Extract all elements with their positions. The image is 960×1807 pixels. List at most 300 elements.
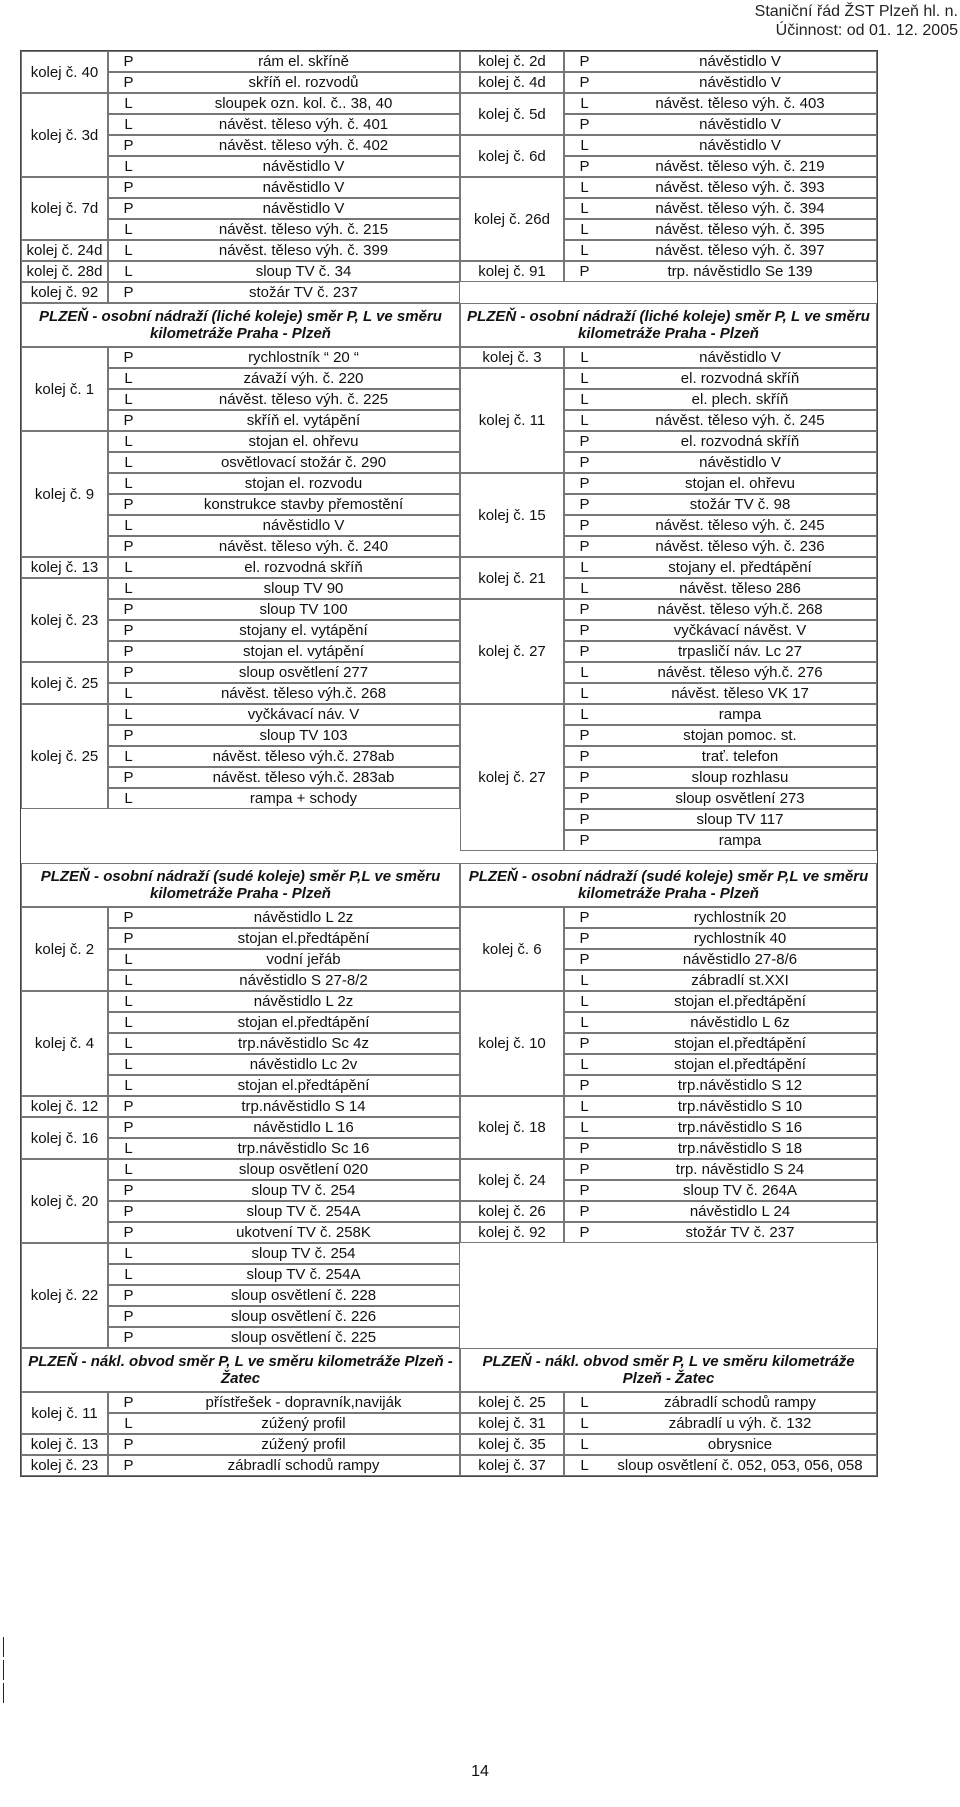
object-description: trp.návěstidlo S 10 — [604, 1096, 877, 1117]
table-row — [21, 1306, 877, 1327]
side-code: P — [108, 198, 148, 219]
object-description: sloup TV 117 — [604, 809, 877, 830]
object-description: rampa — [604, 830, 877, 851]
track-label: kolej č. 2 — [21, 907, 108, 991]
side-code: L — [108, 93, 148, 114]
side-code: P — [564, 746, 604, 767]
object-description: sloup TV č. 254A — [148, 1201, 460, 1222]
table-row — [21, 1201, 877, 1222]
object-description: návěstidlo 27-8/6 — [604, 949, 877, 970]
table-row — [21, 1138, 877, 1159]
object-description: sloup TV č. 254 — [148, 1243, 460, 1264]
table-row — [21, 198, 877, 219]
side-code: L — [108, 578, 148, 599]
object-description: stojan el.předtápění — [148, 1012, 460, 1033]
object-description: sloup TV 100 — [148, 599, 460, 620]
object-description: zúžený profil — [148, 1413, 460, 1434]
side-code: P — [564, 809, 604, 830]
object-description: návěst. těleso výh. č. 225 — [148, 389, 460, 410]
object-description: stojan el. ohřevu — [148, 431, 460, 452]
table-row — [21, 473, 877, 494]
table-row — [21, 704, 877, 725]
object-description: skříň el. rozvodů — [148, 72, 460, 93]
track-label: kolej č. 6 — [460, 907, 564, 991]
side-code: L — [108, 368, 148, 389]
section-title-right: PLZEŇ - nákl. obvod směr P, L ve směru kilometráže Plzeň - Žatec — [460, 1348, 877, 1392]
object-description: trp. návěstidlo S 24 — [604, 1159, 877, 1180]
table-row — [21, 970, 877, 991]
side-code: P — [108, 1455, 148, 1476]
object-description: stojany el. předtápění — [604, 557, 877, 578]
spacer-row — [21, 851, 877, 863]
side-code: P — [564, 1201, 604, 1222]
side-code: P — [564, 830, 604, 851]
section-title-row — [21, 1348, 877, 1392]
track-label: kolej č. 92 — [460, 1222, 564, 1243]
side-code: P — [108, 641, 148, 662]
table-row — [21, 683, 877, 704]
side-code: P — [108, 72, 148, 93]
side-code: P — [564, 907, 604, 928]
side-code: L — [564, 970, 604, 991]
object-description: zúžený profil — [148, 1434, 460, 1455]
side-code: L — [108, 683, 148, 704]
object-description: stojan el. vytápění — [148, 641, 460, 662]
object-description: návěstidlo V — [604, 72, 877, 93]
object-description: stojan el.předtápění — [604, 1054, 877, 1075]
side-code: P — [108, 410, 148, 431]
side-code: P — [564, 536, 604, 557]
object-description: el. rozvodná skříň — [604, 368, 877, 389]
object-description: návěst. těleso výh.č. 283ab — [148, 767, 460, 788]
track-objects-table-frame — [20, 50, 878, 1477]
empty-cell — [460, 282, 877, 303]
side-code: P — [108, 1201, 148, 1222]
side-code: P — [564, 156, 604, 177]
object-description: stojan el. ohřevu — [604, 473, 877, 494]
track-label: kolej č. 7d — [21, 177, 108, 240]
side-code: L — [108, 1264, 148, 1285]
side-code: P — [564, 1159, 604, 1180]
object-description: rampa + schody — [148, 788, 460, 809]
object-description: sloupek ozn. kol. č.. 38, 40 — [148, 93, 460, 114]
side-code: P — [564, 114, 604, 135]
empty-cell — [460, 1327, 877, 1348]
side-code: P — [564, 1033, 604, 1054]
object-description: návěstidlo V — [148, 156, 460, 177]
side-code: L — [564, 578, 604, 599]
section-title-left: PLZEŇ - osobní nádraží (liché koleje) směr P, L ve směru kilometráže Praha - Plzeň — [21, 303, 460, 347]
table-row — [21, 641, 877, 662]
side-code: L — [108, 704, 148, 725]
object-description: sloup osvětlení 273 — [604, 788, 877, 809]
table-row — [21, 410, 877, 431]
section-title-left: PLZEŇ - nákl. obvod směr P, L ve směru kilometráže Plzeň - Žatec — [21, 1348, 460, 1392]
object-description: sloup osvětlení č. 225 — [148, 1327, 460, 1348]
section-title-row — [21, 303, 877, 347]
section-title-right: PLZEŇ - osobní nádraží (sudé koleje) směr P,L ve směru kilometráže Praha - Plzeň — [460, 863, 877, 907]
track-label: kolej č. 4 — [21, 991, 108, 1096]
object-description: návěst. těleso výh. č. 401 — [148, 114, 460, 135]
side-code: P — [108, 51, 148, 72]
empty-cell — [460, 1243, 877, 1264]
spacer-cell — [21, 851, 877, 863]
object-description: návěstidlo S 27-8/2 — [148, 970, 460, 991]
object-description: stojan el.předtápění — [148, 1075, 460, 1096]
side-code: L — [108, 991, 148, 1012]
object-description: sloup rozhlasu — [604, 767, 877, 788]
track-label: kolej č. 11 — [21, 1392, 108, 1434]
side-code: P — [108, 928, 148, 949]
table-row — [21, 830, 877, 851]
object-description: návěst. těleso výh. č. 394 — [604, 198, 877, 219]
table-row — [21, 1434, 877, 1455]
track-label: kolej č. 21 — [460, 557, 564, 599]
track-label: kolej č. 9 — [21, 431, 108, 557]
table-row — [21, 949, 877, 970]
side-code: L — [108, 240, 148, 261]
side-code: P — [564, 928, 604, 949]
table-row — [21, 1285, 877, 1306]
track-label: kolej č. 15 — [460, 473, 564, 557]
section-title-right: PLZEŇ - osobní nádraží (liché koleje) směr P, L ve směru kilometráže Praha - Plzeň — [460, 303, 877, 347]
track-label: kolej č. 26 — [460, 1201, 564, 1222]
table-row — [21, 1455, 877, 1476]
side-code: P — [564, 949, 604, 970]
side-code: L — [108, 473, 148, 494]
table-row — [21, 282, 877, 303]
object-description: rychlostník 40 — [604, 928, 877, 949]
object-description: sloup osvětlení 020 — [148, 1159, 460, 1180]
object-description: návěst. těleso výh. č. 393 — [604, 177, 877, 198]
table-row — [21, 1327, 877, 1348]
object-description: vyčkávací návěst. V — [604, 620, 877, 641]
table-row — [21, 1096, 877, 1117]
side-code: L — [564, 1434, 604, 1455]
object-description: návěstidlo L 6z — [604, 1012, 877, 1033]
track-label: kolej č. 5d — [460, 93, 564, 135]
track-label: kolej č. 20 — [21, 1159, 108, 1243]
object-description: trp. návěstidlo Se 139 — [604, 261, 877, 282]
side-code: L — [108, 1243, 148, 1264]
object-description: trp.návěstidlo Sc 4z — [148, 1033, 460, 1054]
object-description: sloup osvětlení 277 — [148, 662, 460, 683]
table-row — [21, 177, 877, 198]
object-description: návěst. těleso výh.č. 278ab — [148, 746, 460, 767]
side-code: L — [108, 219, 148, 240]
track-label: kolej č. 12 — [21, 1096, 108, 1117]
object-description: návěst. těleso výh. č. 402 — [148, 135, 460, 156]
object-description: návěst. těleso výh. č. 240 — [148, 536, 460, 557]
track-label: kolej č. 6d — [460, 135, 564, 177]
side-code: P — [108, 1096, 148, 1117]
object-description: stojan el.předtápění — [604, 991, 877, 1012]
track-label: kolej č. 25 — [21, 662, 108, 704]
table-row — [21, 788, 877, 809]
track-label: kolej č. 23 — [21, 1455, 108, 1476]
table-row — [21, 114, 877, 135]
side-code: L — [108, 114, 148, 135]
object-description: návěst. těleso výh. č. 215 — [148, 219, 460, 240]
side-code: L — [108, 970, 148, 991]
object-description: návěst. těleso výh. č. 236 — [604, 536, 877, 557]
object-description: sloup osvětlení č. 226 — [148, 1306, 460, 1327]
table-row — [21, 767, 877, 788]
track-label: kolej č. 26d — [460, 177, 564, 261]
table-row — [21, 578, 877, 599]
table-row — [21, 1012, 877, 1033]
object-description: návěstidlo L 24 — [604, 1201, 877, 1222]
table-row — [21, 1264, 877, 1285]
object-description: návěst. těleso 286 — [604, 578, 877, 599]
object-description: návěstidlo V — [148, 177, 460, 198]
track-label: kolej č. 16 — [21, 1117, 108, 1159]
track-label: kolej č. 37 — [460, 1455, 564, 1476]
side-code: L — [564, 1054, 604, 1075]
object-description: sloup TV č. 254A — [148, 1264, 460, 1285]
table-row — [21, 347, 877, 368]
object-description: trp.návěstidlo S 16 — [604, 1117, 877, 1138]
page-number: 14 — [471, 1763, 489, 1780]
side-code: P — [564, 72, 604, 93]
side-code: P — [564, 452, 604, 473]
side-code: L — [564, 198, 604, 219]
object-description: návěstidlo V — [604, 347, 877, 368]
side-code: P — [564, 1222, 604, 1243]
object-description: návěstidlo V — [604, 452, 877, 473]
side-code: L — [108, 1138, 148, 1159]
side-code: P — [108, 620, 148, 641]
side-code: P — [108, 494, 148, 515]
object-description: stožár TV č. 237 — [148, 282, 460, 303]
object-description: návěst. těleso výh. č. 245 — [604, 515, 877, 536]
side-code: L — [564, 389, 604, 410]
object-description: zábradlí schodů rampy — [148, 1455, 460, 1476]
object-description: návěst. těleso výh.č. 268 — [604, 599, 877, 620]
side-code: P — [564, 494, 604, 515]
object-description: návěst. těleso výh. č. 403 — [604, 93, 877, 114]
object-description: zábradlí st.XXI — [604, 970, 877, 991]
object-description: návěstidlo L 2z — [148, 907, 460, 928]
object-description: návěstidlo V — [148, 198, 460, 219]
object-description: návěstidlo Lc 2v — [148, 1054, 460, 1075]
table-row — [21, 725, 877, 746]
object-description: vodní jeřáb — [148, 949, 460, 970]
side-code: L — [108, 557, 148, 578]
object-description: ukotvení TV č. 258K — [148, 1222, 460, 1243]
side-code: L — [108, 156, 148, 177]
table-row — [21, 1392, 877, 1413]
side-code: P — [564, 431, 604, 452]
side-code: P — [108, 536, 148, 557]
track-label: kolej č. 3 — [460, 347, 564, 368]
object-description: stožár TV č. 98 — [604, 494, 877, 515]
side-code: L — [108, 452, 148, 473]
object-description: návěstidlo L 16 — [148, 1117, 460, 1138]
side-code: P — [564, 1138, 604, 1159]
empty-cell — [460, 1306, 877, 1327]
side-code: P — [564, 599, 604, 620]
side-code: P — [564, 1075, 604, 1096]
empty-cell — [21, 830, 460, 851]
revision-bar — [3, 1683, 4, 1703]
track-label: kolej č. 10 — [460, 991, 564, 1096]
track-label: kolej č. 23 — [21, 578, 108, 662]
table-row — [21, 809, 877, 830]
object-description: sloup osvětlení č. 052, 053, 056, 058 — [604, 1455, 877, 1476]
object-description: trp.návěstidlo Sc 16 — [148, 1138, 460, 1159]
document-header — [755, 2, 958, 40]
table-row — [21, 991, 877, 1012]
object-description: vyčkávací náv. V — [148, 704, 460, 725]
object-description: sloup TV 103 — [148, 725, 460, 746]
effective-date: Účinnost: od 01. 12. 2005 — [775, 22, 958, 39]
side-code: P — [564, 51, 604, 72]
object-description: návěstidlo L 2z — [148, 991, 460, 1012]
station-rule-title: Staniční řád ŽST Plzeň hl. n. — [754, 3, 958, 20]
object-description: stojan el.předtápění — [604, 1033, 877, 1054]
side-code: L — [564, 683, 604, 704]
track-label: kolej č. 27 — [460, 599, 564, 704]
object-description: návěst. těleso výh. č. 395 — [604, 219, 877, 240]
object-description: rychlostník “ 20 “ — [148, 347, 460, 368]
object-description: stožár TV č. 237 — [604, 1222, 877, 1243]
side-code: P — [108, 725, 148, 746]
side-code: P — [108, 1180, 148, 1201]
object-description: návěstidlo V — [148, 515, 460, 536]
table-row — [21, 928, 877, 949]
side-code: L — [564, 704, 604, 725]
object-description: sloup TV č. 254 — [148, 1180, 460, 1201]
table-row — [21, 1222, 877, 1243]
side-code: P — [108, 1327, 148, 1348]
side-code: L — [564, 1012, 604, 1033]
track-label: kolej č. 22 — [21, 1243, 108, 1348]
object-description: přístřešek - dopravník,naviják — [148, 1392, 460, 1413]
table-row — [21, 1243, 877, 1264]
side-code: L — [564, 557, 604, 578]
side-code: P — [108, 282, 148, 303]
table-row — [21, 515, 877, 536]
side-code: L — [108, 261, 148, 282]
side-code: L — [108, 1413, 148, 1434]
empty-cell — [460, 1285, 877, 1306]
track-label: kolej č. 4d — [460, 72, 564, 93]
table-row — [21, 746, 877, 767]
side-code: L — [564, 662, 604, 683]
object-description: trp.návěstidlo S 18 — [604, 1138, 877, 1159]
revision-bar — [3, 1637, 4, 1657]
side-code: L — [564, 93, 604, 114]
table-row — [21, 431, 877, 452]
object-description: návěst. těleso výh. č. 245 — [604, 410, 877, 431]
side-code: P — [564, 725, 604, 746]
side-code: L — [108, 515, 148, 536]
track-label: kolej č. 3d — [21, 93, 108, 177]
table-row — [21, 156, 877, 177]
side-code: L — [108, 746, 148, 767]
table-row — [21, 1180, 877, 1201]
table-row — [21, 452, 877, 473]
side-code: L — [564, 1413, 604, 1434]
table-row — [21, 1033, 877, 1054]
side-code: L — [564, 135, 604, 156]
table-row — [21, 1117, 877, 1138]
object-description: trať. telefon — [604, 746, 877, 767]
object-description: konstrukce stavby přemostění — [148, 494, 460, 515]
track-label: kolej č. 31 — [460, 1413, 564, 1434]
table-row — [21, 1413, 877, 1434]
object-description: návěst. těleso výh. č. 397 — [604, 240, 877, 261]
side-code: P — [108, 347, 148, 368]
table-row — [21, 219, 877, 240]
track-label: kolej č. 11 — [460, 368, 564, 473]
side-code: L — [108, 1012, 148, 1033]
side-code: L — [564, 240, 604, 261]
table-row — [21, 536, 877, 557]
track-label: kolej č. 35 — [460, 1434, 564, 1455]
side-code: L — [108, 1159, 148, 1180]
track-label: kolej č. 25 — [460, 1392, 564, 1413]
side-code: P — [108, 1392, 148, 1413]
side-code: P — [564, 261, 604, 282]
object-description: osvětlovací stožár č. 290 — [148, 452, 460, 473]
table-row — [21, 93, 877, 114]
side-code: P — [564, 1180, 604, 1201]
object-description: sloup TV č. 264A — [604, 1180, 877, 1201]
side-code: P — [108, 662, 148, 683]
track-label: kolej č. 24d — [21, 240, 108, 261]
empty-cell — [460, 1264, 877, 1285]
track-objects-table — [21, 51, 877, 1476]
object-description: stojan el.předtápění — [148, 928, 460, 949]
side-code: L — [564, 219, 604, 240]
object-description: sloup TV č. 34 — [148, 261, 460, 282]
side-code: P — [108, 1222, 148, 1243]
object-description: rychlostník 20 — [604, 907, 877, 928]
side-code: L — [108, 1033, 148, 1054]
track-label: kolej č. 24 — [460, 1159, 564, 1201]
object-description: návěst. těleso výh.č. 276 — [604, 662, 877, 683]
table-row — [21, 599, 877, 620]
side-code: P — [564, 641, 604, 662]
object-description: stojan pomoc. st. — [604, 725, 877, 746]
table-row — [21, 135, 877, 156]
object-description: trp.návěstidlo S 14 — [148, 1096, 460, 1117]
empty-cell — [21, 809, 460, 830]
side-code: P — [108, 907, 148, 928]
track-label: kolej č. 28d — [21, 261, 108, 282]
track-label: kolej č. 40 — [21, 51, 108, 93]
object-description: návěst. těleso VK 17 — [604, 683, 877, 704]
side-code: L — [564, 177, 604, 198]
side-code: L — [564, 1392, 604, 1413]
side-code: L — [108, 389, 148, 410]
object-description: návěst. těleso výh. č. 399 — [148, 240, 460, 261]
side-code: L — [564, 1117, 604, 1138]
side-code: L — [108, 1054, 148, 1075]
side-code: P — [564, 473, 604, 494]
track-label: kolej č. 13 — [21, 557, 108, 578]
table-row — [21, 72, 877, 93]
track-label: kolej č. 91 — [460, 261, 564, 282]
side-code: P — [108, 767, 148, 788]
side-code: L — [108, 949, 148, 970]
object-description: sloup TV 90 — [148, 578, 460, 599]
table-row — [21, 389, 877, 410]
table-row — [21, 662, 877, 683]
object-description: návěst. těleso výh.č. 268 — [148, 683, 460, 704]
